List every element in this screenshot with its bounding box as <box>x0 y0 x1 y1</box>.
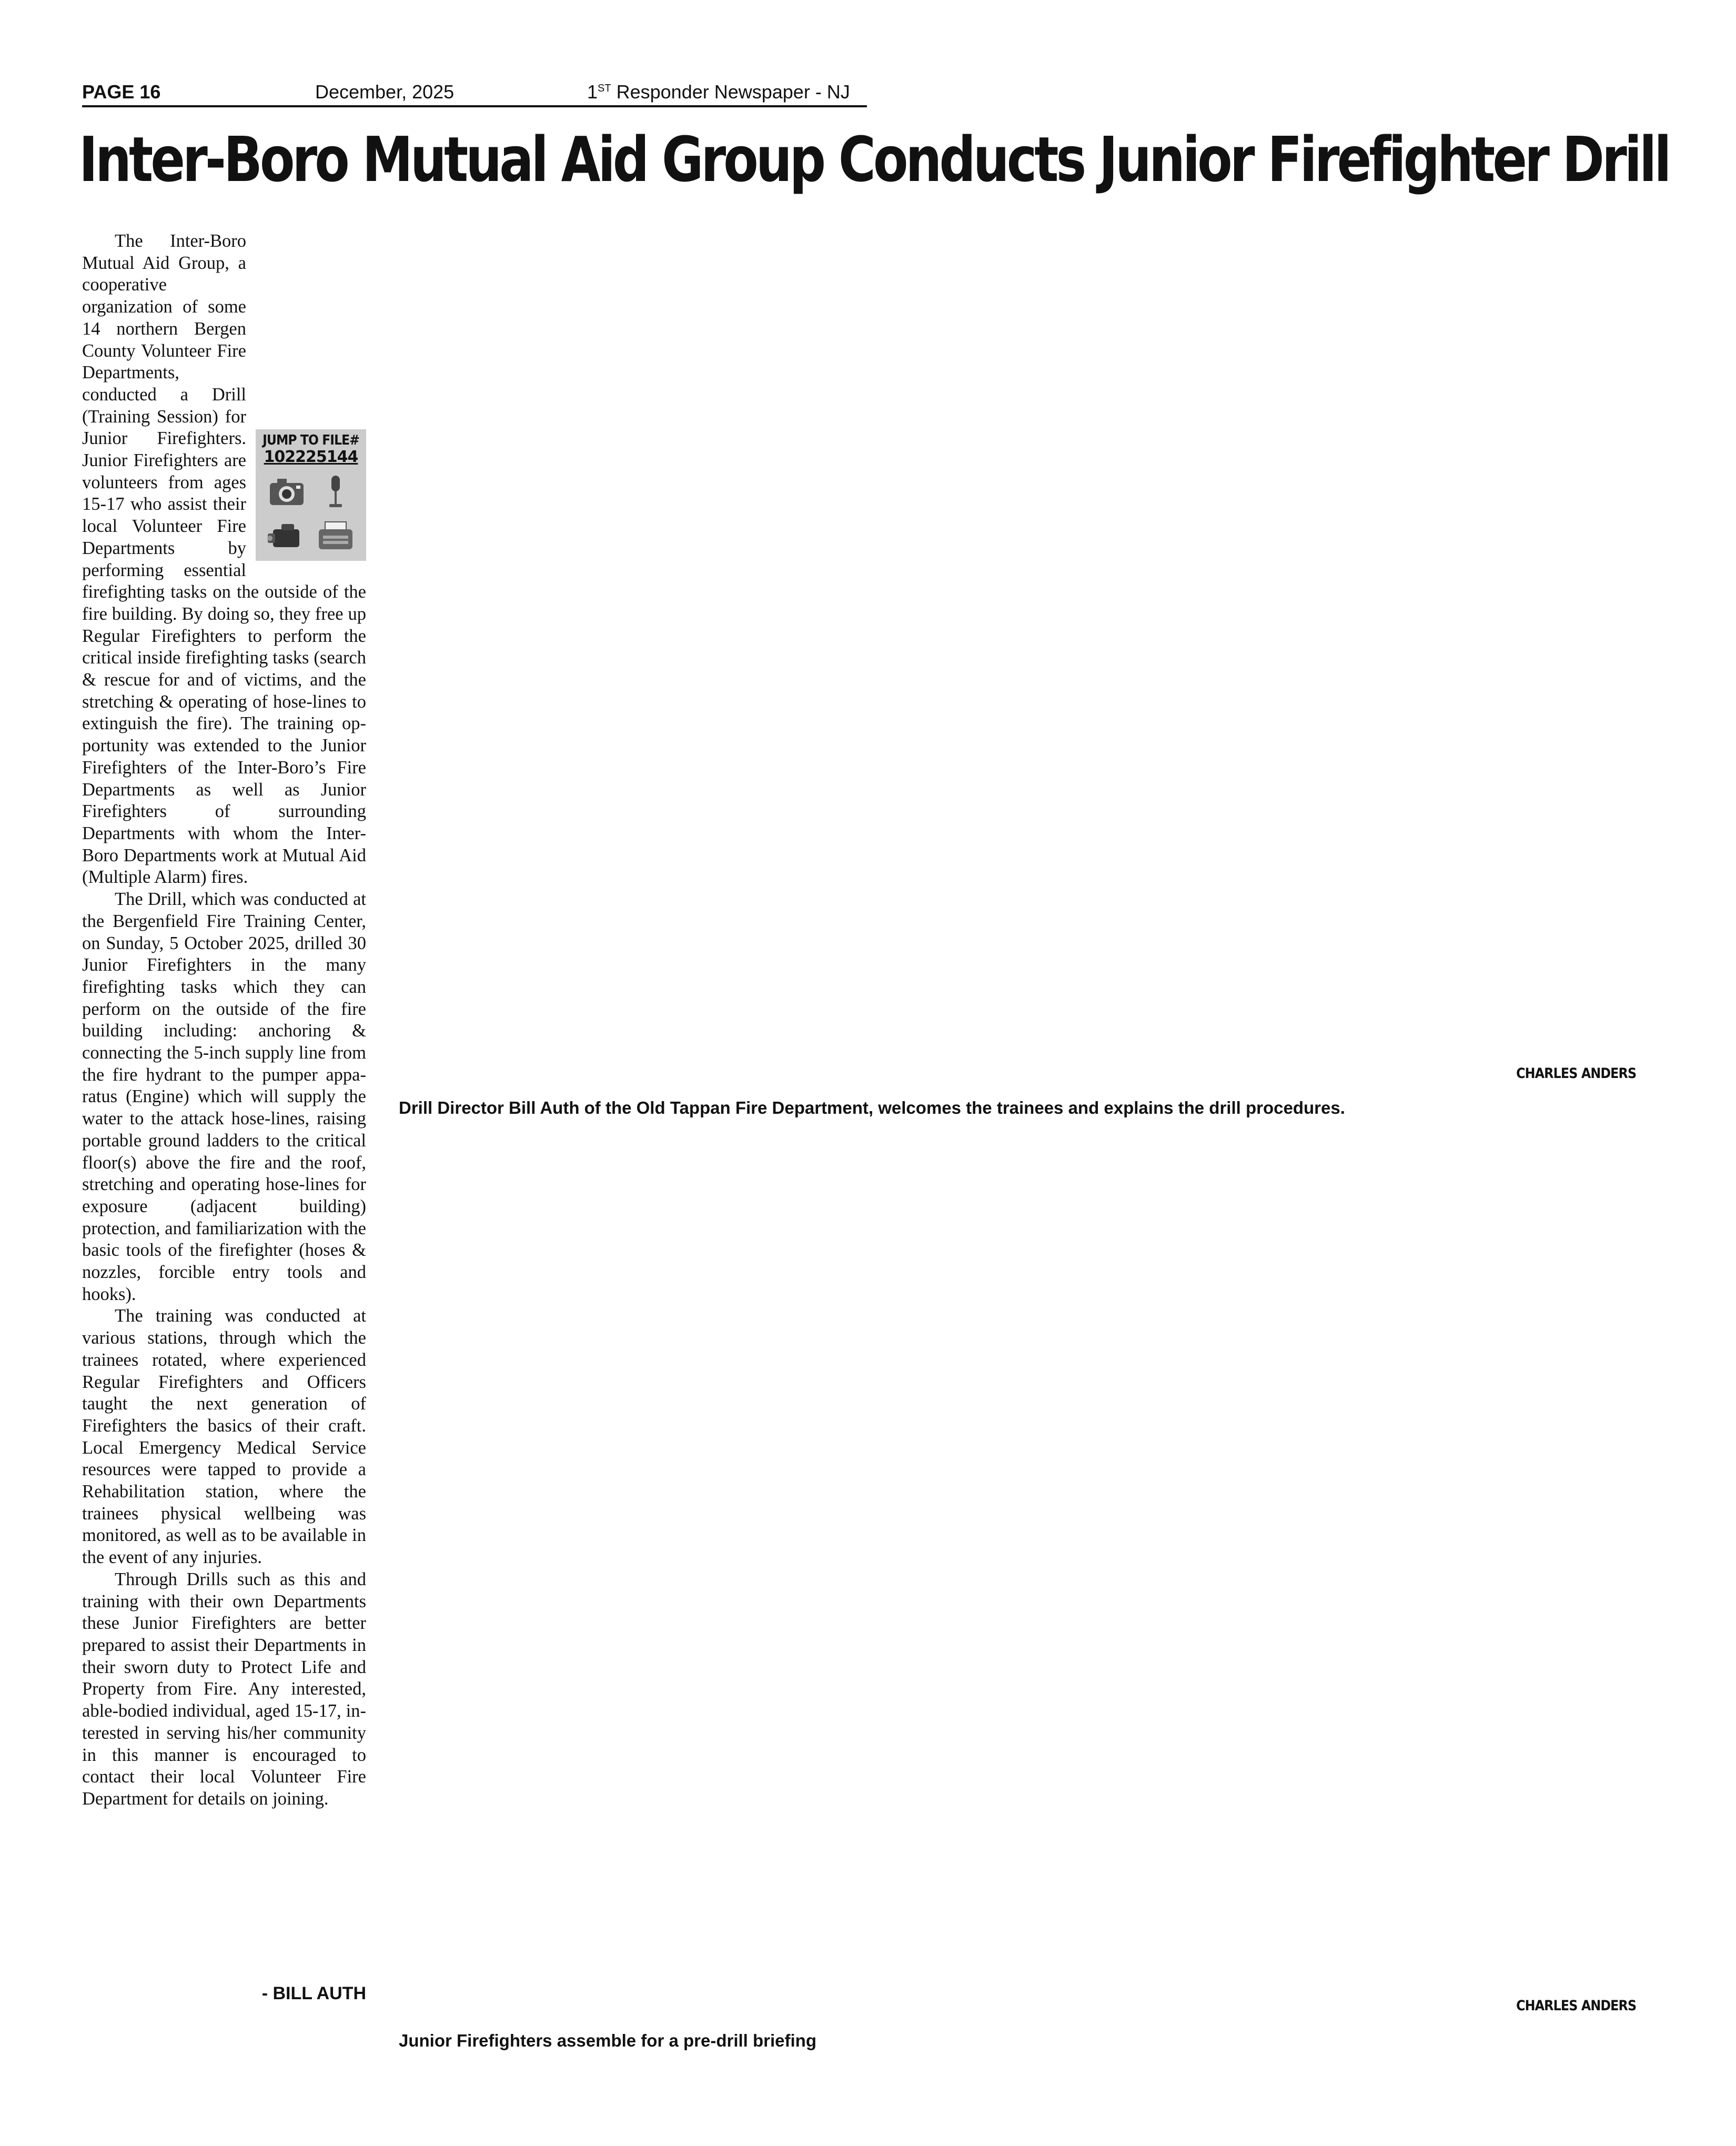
article-paragraph-4: Through Drills such as this and training with their own Departments these Junior Firefighters are better prepared to assist their Departments in their sworn duty to Protect Life and Property from Fire. Any interested, able-bodied individual, aged 15-17, interested in serving his/her community in this manner is encouraged to contact their local Volunteer Fire Department for details on joining. <box>82 1569 366 1809</box>
photo-2 <box>399 1131 1642 1989</box>
photo-1 <box>399 230 1642 1056</box>
page-number: PAGE 16 <box>82 81 161 103</box>
article-body <box>82 230 366 1810</box>
article-paragraph-2: The Drill, which was conducted at the Bergenfield Fire Training Center, on Sunday, 5 October 2025, drilled 30 Junior Firefighters in the many firefighting tasks which they can perform on the outside of the fire building including: anchoring & connecting the 5-inch supply line from the fire hydrant to the pumper apparatus (Engine) which will supply the water to the attack hose-lines, raising portable ground ladders to the critical floor(s) above the fire and the roof, stretching and operating hose-lines for exposure (adjacent building) protection, and familiarization with the basic tools of the firefighter (hoses & nozzles, forcible entry tools and hooks). <box>82 889 366 1304</box>
headline: Inter-Boro Mutual Aid Group Conducts Junior Firefighter Drill <box>79 123 1669 196</box>
paper-name-number: 1 <box>587 81 598 103</box>
paper-name-superscript: ST <box>598 83 611 94</box>
jump-file-number[interactable]: 102225144 <box>264 448 358 466</box>
article-paragraph-3: The training was conducted at various stations, through which the trainees rotated, where experienced Regular Firefighters and Officers taught the next generation of Firefighters the basics of their craft. Local Emergency Medical Service resources were tapped to provide a Rehabilitation station, where the trainees physical wellbeing was monitored, as well as to be available in the event of any injuries. <box>82 1306 366 1568</box>
jump-label: JUMP TO FILE# <box>263 432 359 448</box>
typewriter-icon[interactable] <box>315 518 357 555</box>
photo-caption-2: Junior Firefighters assemble for a pre-drill briefing <box>399 2031 816 2050</box>
jump-to-file-box[interactable] <box>256 429 366 561</box>
photo-credit-2: CHARLES ANDERS <box>1516 1998 1636 2014</box>
camera-icon[interactable] <box>266 473 308 510</box>
photo-caption-1: Drill Director Bill Auth of the Old Tappan Fire Department, welcomes the trainees and explains the drill procedures. <box>399 1098 1345 1117</box>
issue-date: December, 2025 <box>315 81 455 103</box>
video-camera-icon[interactable] <box>266 518 308 555</box>
paper-name-rest: Responder Newspaper - NJ <box>616 81 850 103</box>
article-paragraph-1: The Inter-Boro Mutual Aid Group, a cooperative organization of some 14 northern Bergen County Volunteer Fire Departments, conducted a Drill (Training Session) for Junior Firefighters. Junior Firefighters are volunteers from ages 15-17 who assist their local Volunteer Fire Departments by performing essential firefighting tasks on the outside of the fire building. By doing so, they free up Regular Firefighters to perform the critical inside firefighting tasks (search & rescue for and of victims, and the stretching & operating of hose-lines to extinguish the fire). The training opportunity was extended to the Junior Firefighters of the Inter-Boro’s Fire Departments as well as Junior Firefighters of surrounding Departments with whom the Inter-Boro Departments work at Mutual Aid (Multiple Alarm) fires. <box>82 231 366 888</box>
photo-credit-1: CHARLES ANDERS <box>1516 1065 1636 1082</box>
paper-name <box>587 81 850 103</box>
microphone-icon[interactable] <box>315 473 357 510</box>
author-byline: - BILL AUTH <box>261 1983 366 2003</box>
page-header <box>82 78 867 107</box>
